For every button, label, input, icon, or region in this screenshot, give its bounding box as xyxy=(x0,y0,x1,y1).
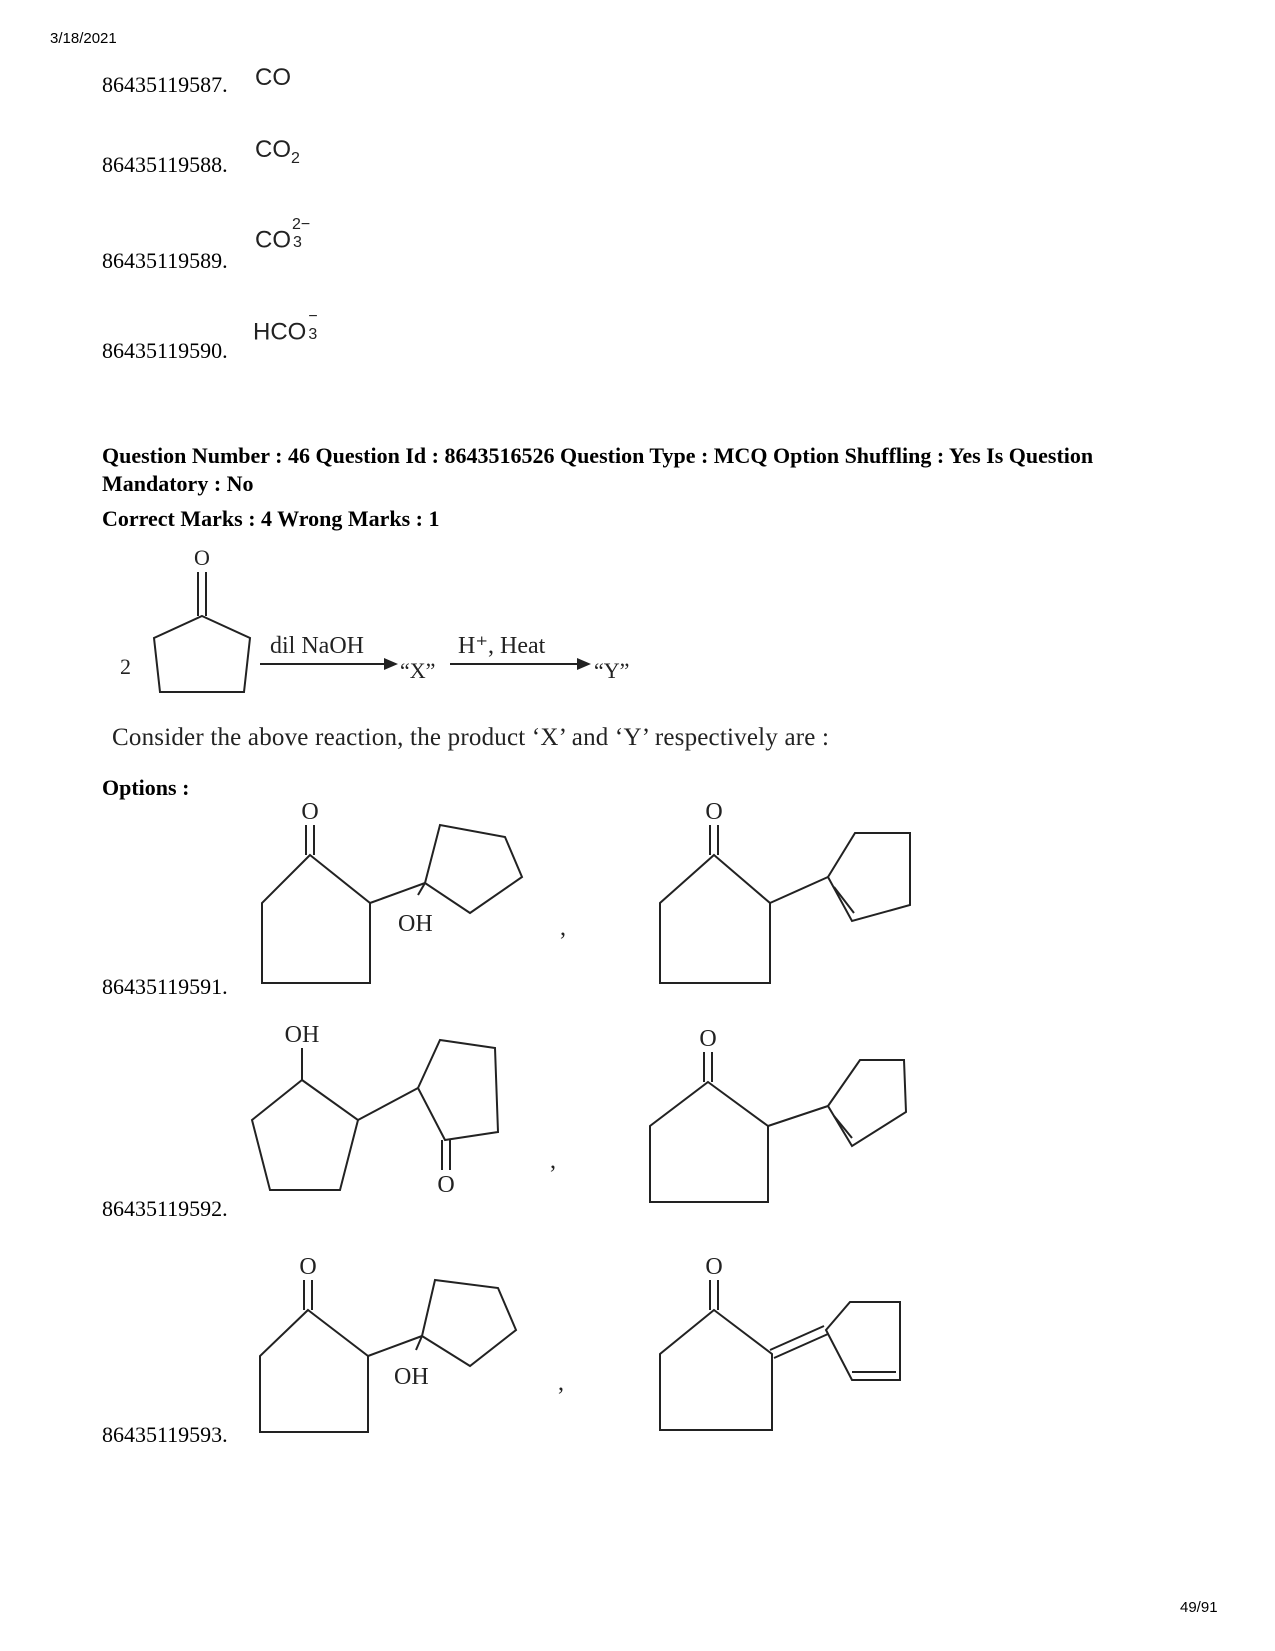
arrow-2-head xyxy=(577,658,591,670)
option-id: 86435119587. xyxy=(102,72,228,97)
cyclopentanone-structure xyxy=(154,572,250,692)
hydroxyl-label: OH xyxy=(394,1364,429,1390)
marks-line: Correct Marks : 4 Wrong Marks : 1 xyxy=(102,506,440,531)
arrow-1-head xyxy=(384,658,398,670)
formula-co2: $CO_2$ xyxy=(255,136,300,167)
option-id: 86435119593. xyxy=(102,1422,228,1447)
option-3-structures xyxy=(240,1250,940,1440)
coefficient: 2 xyxy=(120,654,131,679)
oxygen-label: O xyxy=(705,1254,723,1280)
separator: , xyxy=(550,1148,556,1174)
oxygen-label: O xyxy=(194,545,210,570)
option-1-structures xyxy=(240,795,940,985)
oxygen-label: O xyxy=(299,1254,317,1280)
separator: , xyxy=(560,915,566,941)
page-number: 49/91 xyxy=(1180,1599,1218,1616)
print-date: 3/18/2021 xyxy=(50,30,117,47)
oxygen-label: O xyxy=(437,1172,455,1198)
formula-bicarbonate: HCO − 3 xyxy=(253,308,318,346)
reagent-1: dil NaOH xyxy=(270,633,364,659)
oxygen-label: O xyxy=(699,1026,717,1052)
option-id: 86435119592. xyxy=(102,1196,228,1221)
question-header: Question Number : 46 Question Id : 8643516526 Question Type : MCQ Option Shuffling : Yes Is Question Mandatory : No xyxy=(102,443,1094,496)
option-id: 86435119590. xyxy=(102,338,228,363)
option-2-structures xyxy=(240,1020,940,1225)
option-id: 86435119588. xyxy=(102,152,228,177)
options-label: Options : xyxy=(102,775,190,800)
oxygen-label: O xyxy=(705,799,723,825)
oxygen-label: O xyxy=(301,799,319,825)
option-id: 86435119589. xyxy=(102,248,228,273)
hydroxyl-label: OH xyxy=(398,911,433,937)
reagent-2: H⁺, Heat xyxy=(458,633,546,659)
option-id: 86435119591. xyxy=(102,974,228,999)
separator: , xyxy=(558,1370,564,1396)
formula-carbonate: CO 2− 3 xyxy=(255,216,311,254)
product-x: “X” xyxy=(400,658,436,683)
hydroxyl-label: OH xyxy=(284,1022,320,1048)
formula-co: CO xyxy=(255,64,291,91)
product-y: “Y” xyxy=(594,658,630,683)
reaction-scheme xyxy=(100,540,720,720)
question-prompt: Consider the above reaction, the product ‘X’ and ‘Y’ respectively are : xyxy=(112,724,830,751)
